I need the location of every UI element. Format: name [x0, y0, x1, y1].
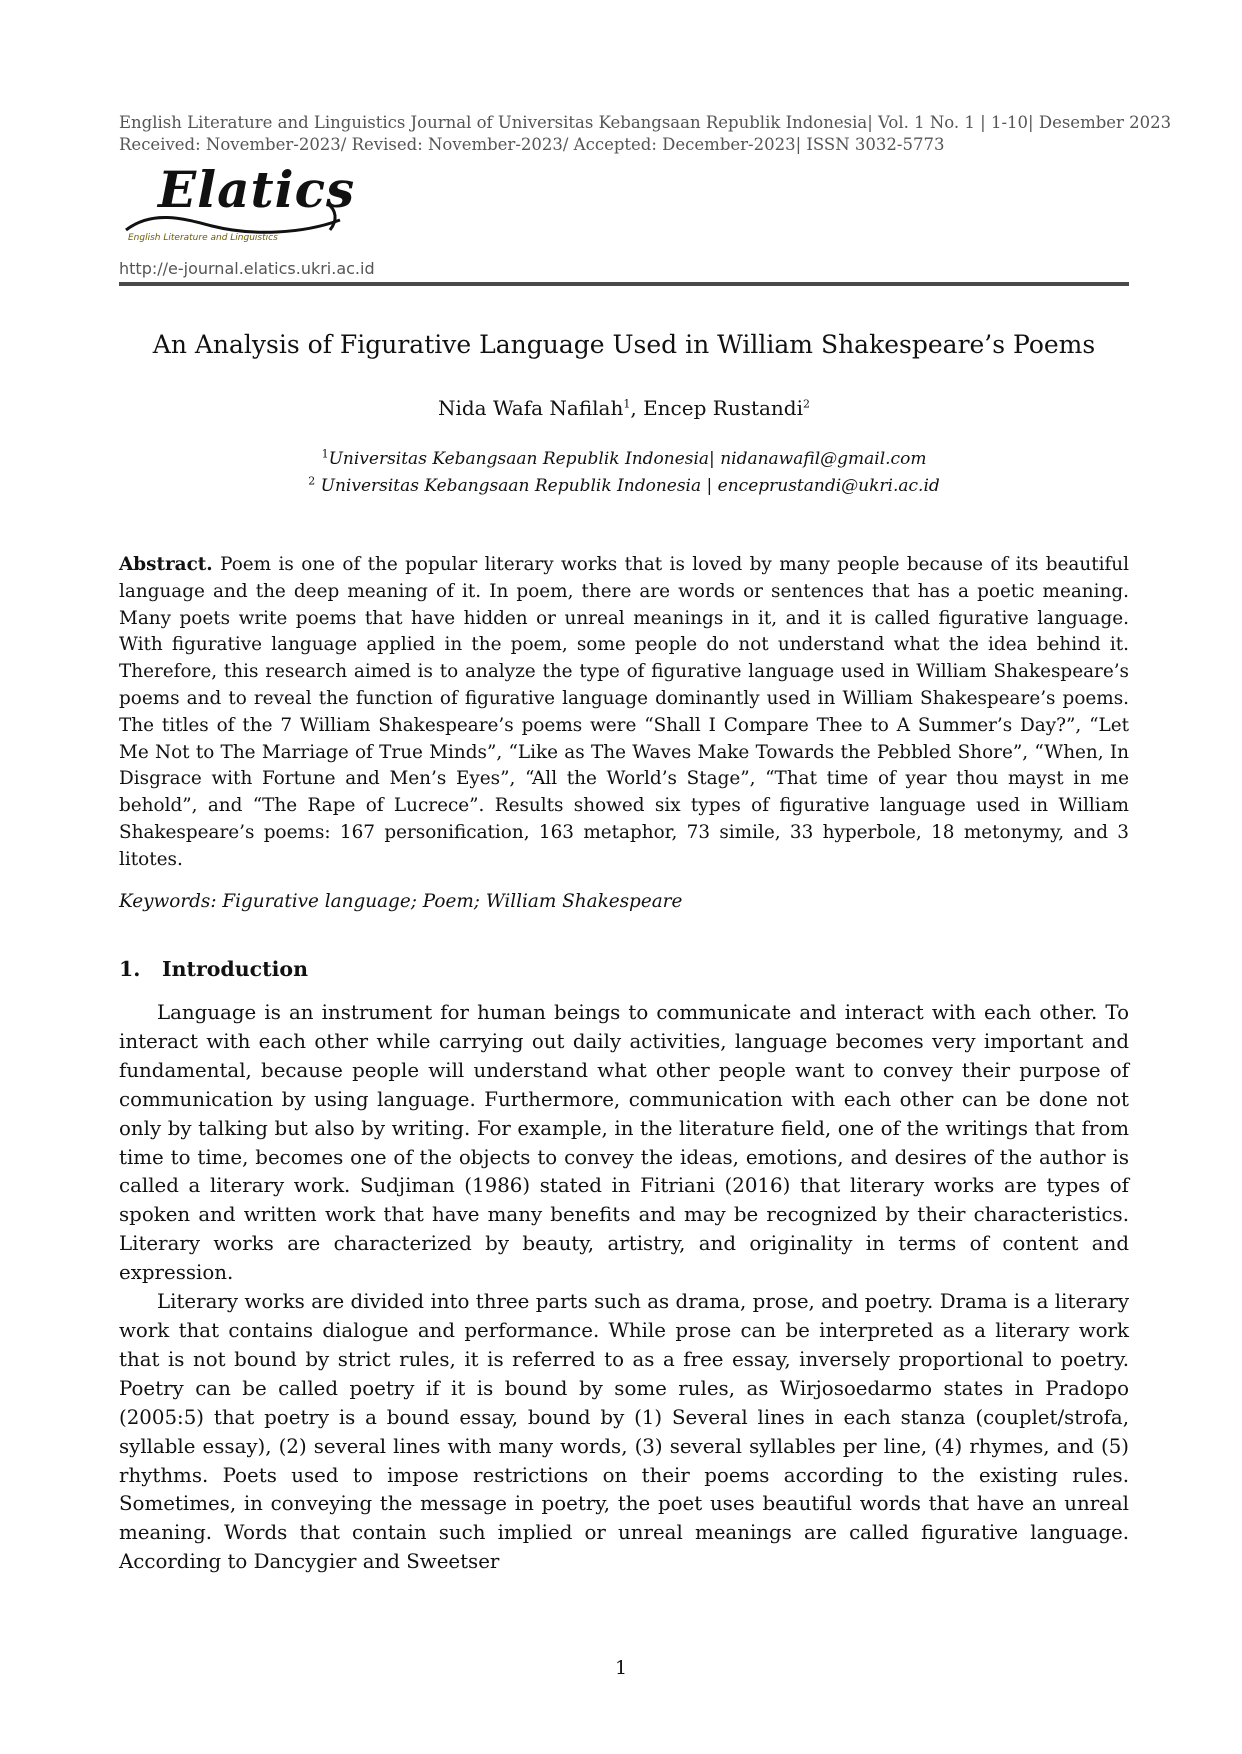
section-heading: [119, 955, 1129, 983]
abstract-text: Poem is one of the popular literary works that is loved by many people because of its beautiful language and the deep meaning of it. In poem, there are words or sentences that has a poetic meaning. Many poets write poems that have hidden or unreal meanings in it, and it is called figurative language. With figurative language applied in the poem, some people do not understand what the idea behind it. Therefore, this research aimed is to analyze the type of figurative language used in William Shakespeare’s poems and to reveal the function of figurative language dominantly used in William Shakespeare’s poems. The titles of the 7 William Shakespeare’s poems were “Shall I Compare Thee to A Summer’s Day?”, “Let Me Not to The Marriage of True Minds”, “Like as The Waves Make Towards the Pebbled Shore”, “When, In Disgrace with Fortune and Men’s Eyes”, “All the World’s Stage”, “That time of year thou mayst in me behold”, and “The Rape of Lucrece”. Results showed six types of figurative language used in William Shakespeare’s poems: 167 personification, 163 metaphor, 73 simile, 33 hyperbole, 18 metonymy, and 3 litotes.: [119, 554, 1129, 870]
keywords: Keywords: Figurative language; Poem; William Shakespeare: [119, 891, 683, 912]
affiliation-text: Universitas Kebangsaan Republik Indonesia| nidanawafil@gmail.com: [328, 449, 927, 469]
author-separator: ,: [630, 396, 644, 420]
affiliation-list: [119, 446, 1129, 500]
abstract: [119, 552, 1129, 874]
journal-info-line: English Literature and Linguistics Journal of Universitas Kebangsaan Republik Indonesia| Vol. 1 No. 1 | 1-10| Desember 2023: [119, 113, 1172, 132]
logo-wordmark: Elatics: [158, 160, 356, 219]
submission-dates-line: Received: November-2023/ Revised: November-2023/ Accepted: December-2023| ISSN 3032-5773: [119, 135, 945, 154]
affiliation-item: [119, 473, 1129, 500]
paragraph: Literary works are divided into three parts such as drama, prose, and poetry. Drama is a literary work that contains dialogue and performance. While prose can be interpreted as a literary work that is not bound by strict rules, it is referred to as a free essay, inversely proportional to poetry. Poetry can be called poetry if it is bound by some rules, as Wirjosoedarmo states in Pradopo (2005:5) that poetry is a bound essay, bound by (1) Several lines in each stanza (couplet/strofa, syllable essay), (2) several lines with many words, (3) several syllables per line, (4) rhymes, and (5) rhythms. Poets used to impose restrictions on their poems according to the existing rules. Sometimes, in conveying the message in poetry, the poet uses beautiful words that have an unreal meaning. Words that contain such implied or unreal meanings are called figurative language. According to Dancygier and Sweetser: [119, 1290, 1129, 1574]
journal-header: [119, 112, 1172, 156]
article-title: An Analysis of Figurative Language Used in William Shakespeare’s Poems: [152, 330, 1096, 359]
author-list: [119, 394, 1129, 422]
affiliation-text: Universitas Kebangsaan Republik Indonesia | enceprustandi@ukri.ac.id: [315, 476, 940, 496]
journal-logo: [122, 160, 354, 250]
logo-subtitle: English Literature and Linguistics: [128, 233, 278, 243]
section-number: 1.: [119, 957, 141, 981]
author-name: Nida Wafa Nafilah: [437, 396, 624, 420]
author-affiliation-mark: 2: [803, 397, 810, 411]
abstract-label: Abstract.: [119, 554, 213, 575]
affiliation-item: [119, 446, 1129, 473]
paragraph: Language is an instrument for human beings to communicate and interact with each other. To interact with each other while carrying out daily activities, language becomes very important and fundamental, because people will understand what other people want to convey their purpose of communication by using language. Furthermore, communication with each other can be done not only by talking but also by writing. For example, in the literature field, one of the writings that from time to time, becomes one of the objects to convey the ideas, emotions, and desires of the author is called a literary work. Sudjiman (1986) stated in Fitriani (2016) that literary works are types of spoken and written work that have many benefits and may be recognized by their characteristics. Literary works are characterized by beauty, artistry, and originality in terms of content and expression.: [119, 1001, 1129, 1285]
author-name: Encep Rustandi: [643, 396, 803, 420]
header-divider: [119, 282, 1129, 286]
affiliation-mark: 2: [308, 474, 316, 488]
section-title: Introduction: [162, 957, 308, 981]
affiliation-mark: 1: [321, 447, 329, 461]
author-affiliation-mark: 1: [623, 397, 631, 411]
body-text: [119, 999, 1129, 1577]
page-number: 1: [614, 1657, 628, 1679]
journal-url[interactable]: http://e-journal.elatics.ukri.ac.id: [119, 259, 375, 278]
